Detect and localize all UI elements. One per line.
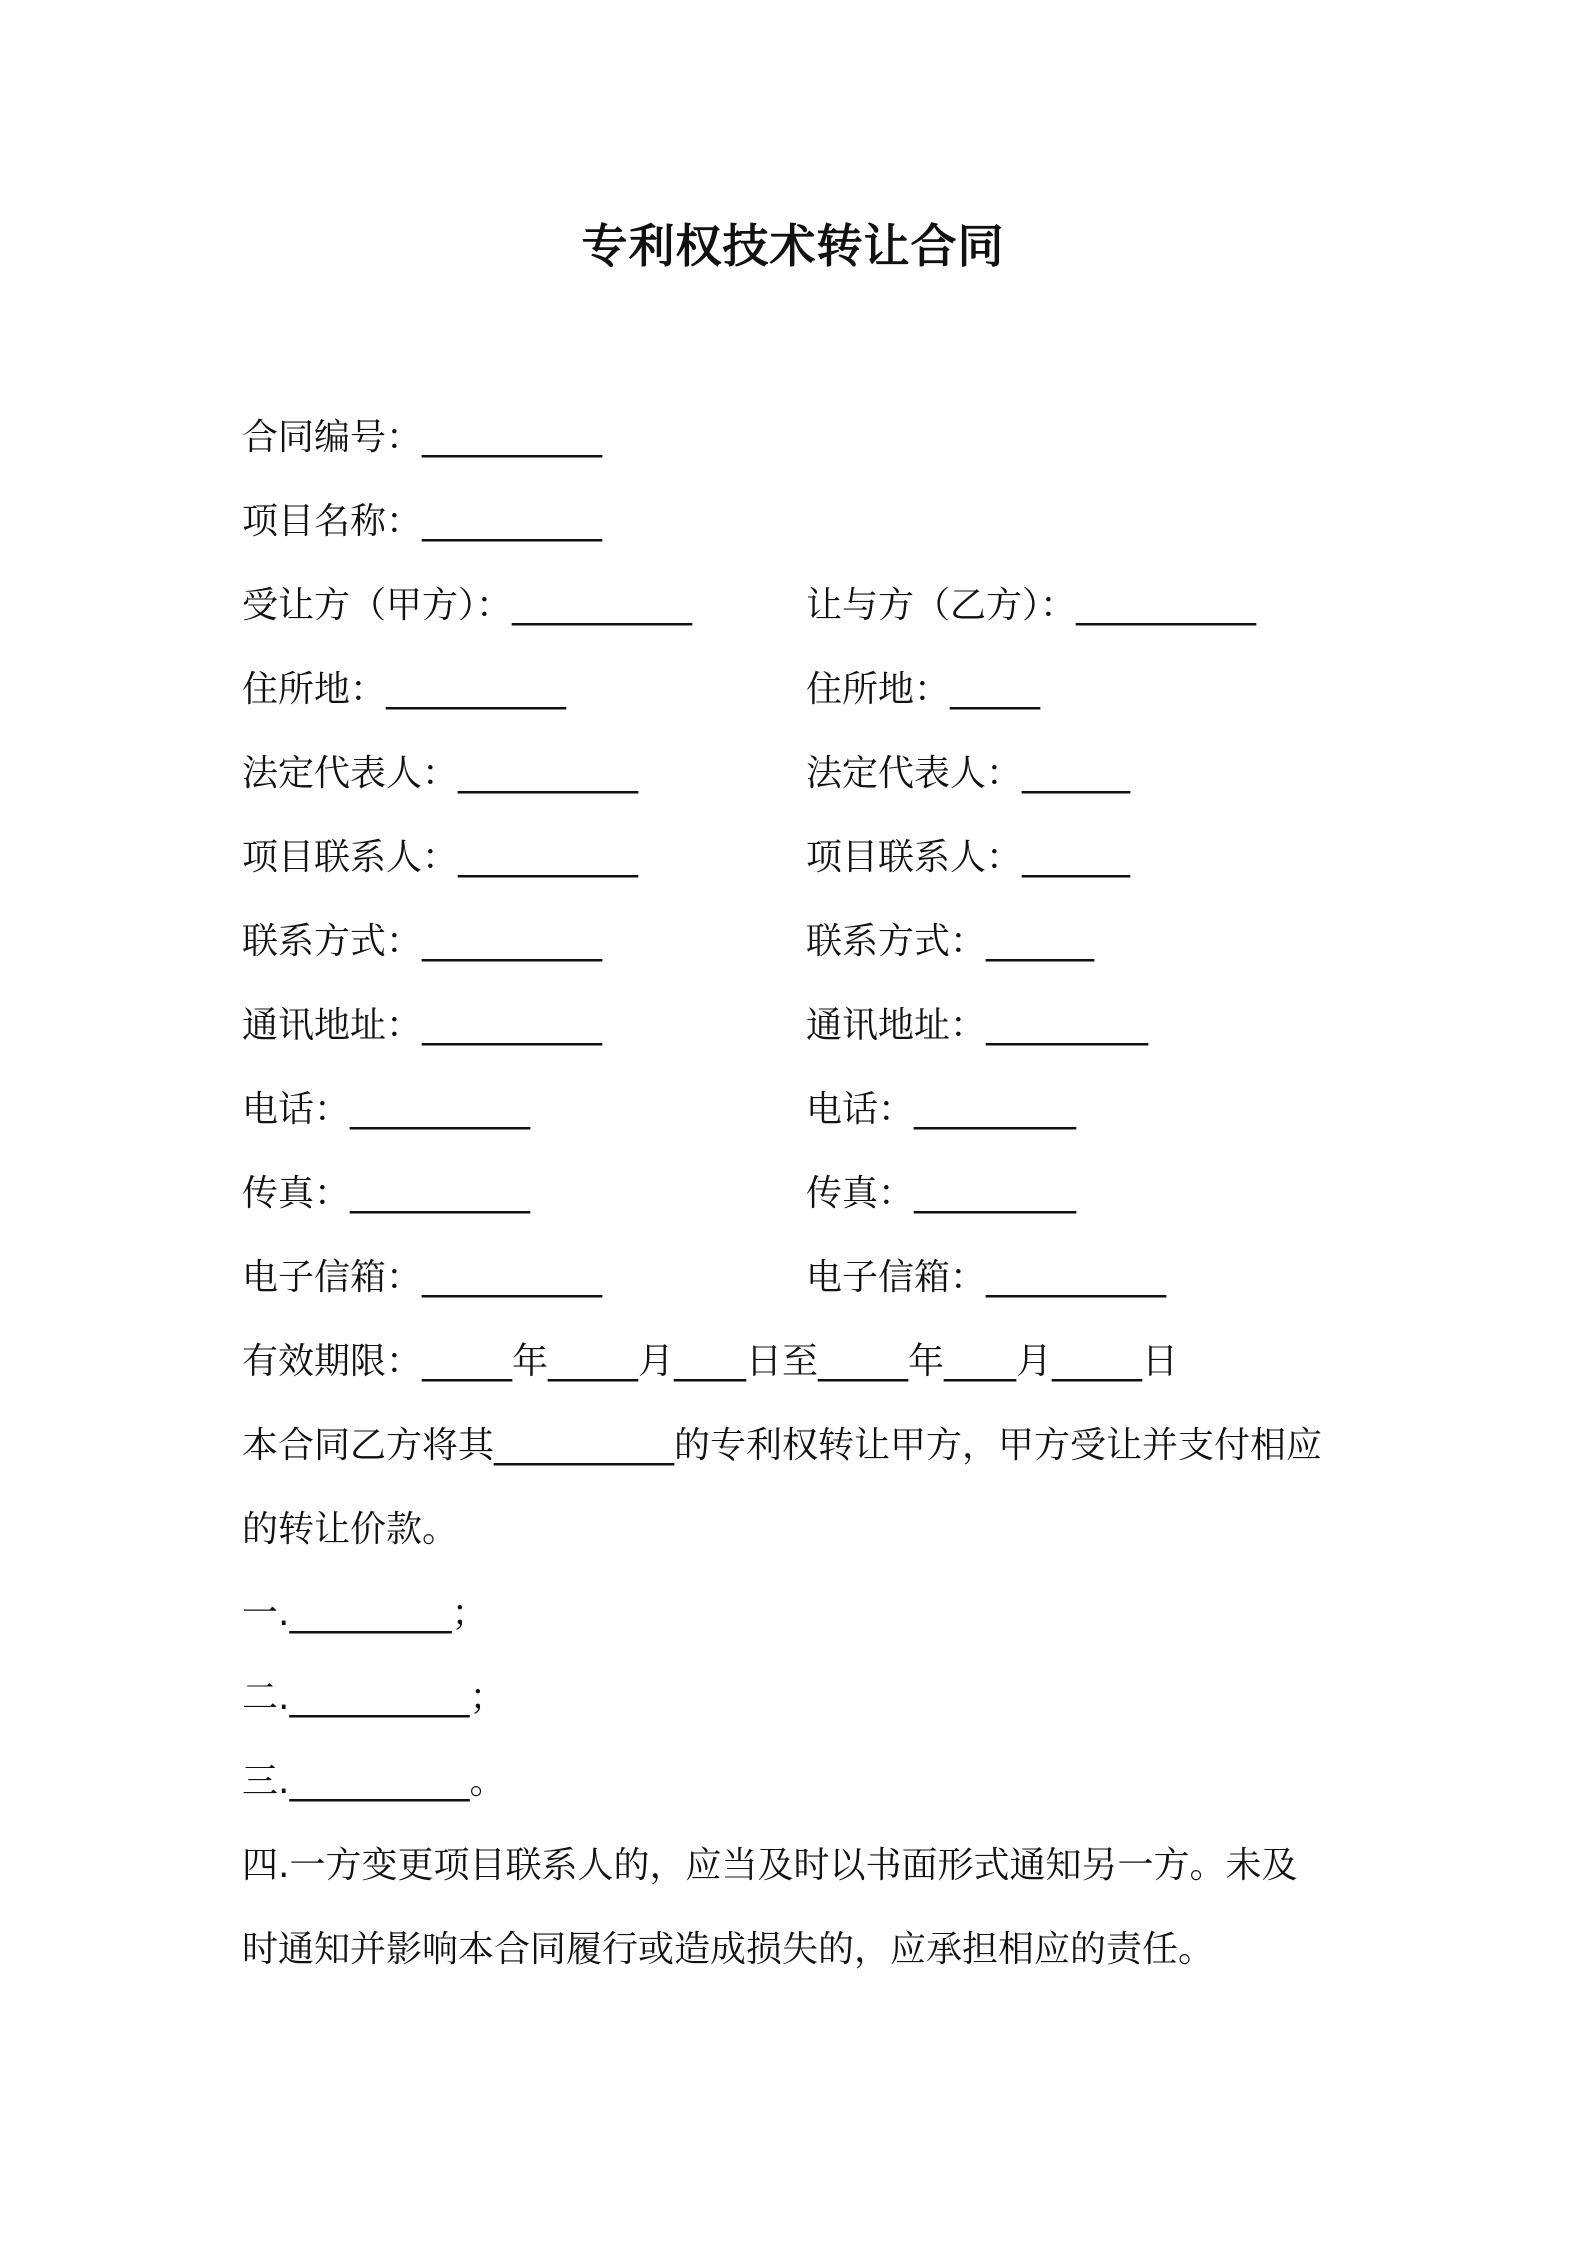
party-b-mailing-address-field: 通讯地址：_________ — [806, 1005, 1149, 1046]
document-title: 专利权技术转让合同 — [581, 219, 1005, 273]
validity-period-field: 有效期限：_____年_____月____日至_____年____月_____日 — [242, 1341, 1179, 1382]
party-a-phone-field: 电话：__________ — [242, 1089, 531, 1130]
party-b-fax-field: 传真：_________ — [806, 1173, 1077, 1214]
party-b-legal-rep-field: 法定代表人：______ — [806, 753, 1131, 794]
body-paragraph-line: 本合同乙方将其__________的专利权转让甲方，甲方受让并支付相应 — [242, 1425, 1323, 1466]
party-a-contact-method-field: 联系方式：__________ — [242, 921, 603, 962]
clause-four: 四.一方变更项目联系人的，应当及时以书面形式通知另一方。未及 — [242, 1845, 1298, 1886]
party-a-name-field: 受让方（甲方）：__________ — [242, 585, 693, 626]
clause-one: 一._________； — [242, 1593, 488, 1634]
party-b-contact-person-field: 项目联系人：______ — [806, 837, 1131, 878]
party-b-contact-method-field: 联系方式：______ — [806, 921, 1095, 962]
party-a-email-field: 电子信箱：__________ — [242, 1257, 603, 1298]
contract-number-field: 合同编号：__________ — [242, 417, 603, 458]
clause-two: 二.__________； — [242, 1677, 506, 1718]
party-a-address-field: 住所地：__________ — [242, 669, 567, 710]
party-b-email-field: 电子信箱：__________ — [806, 1257, 1167, 1298]
party-a-fax-field: 传真：__________ — [242, 1173, 531, 1214]
project-name-field: 项目名称：__________ — [242, 501, 603, 542]
clause-four-continued: 时通知并影响本合同履行或造成损失的，应承担相应的责任。 — [242, 1929, 1215, 1970]
party-a-mailing-address-field: 通讯地址：__________ — [242, 1005, 603, 1046]
body-paragraph-line: 的转让价款。 — [242, 1509, 459, 1550]
party-b-phone-field: 电话：_________ — [806, 1089, 1077, 1130]
party-a-legal-rep-field: 法定代表人：__________ — [242, 753, 639, 794]
clause-three: 三.__________。 — [242, 1761, 506, 1802]
party-b-address-field: 住所地：_____ — [806, 669, 1041, 710]
party-b-name-field: 让与方（乙方）：__________ — [806, 585, 1257, 626]
party-a-contact-person-field: 项目联系人：__________ — [242, 837, 639, 878]
